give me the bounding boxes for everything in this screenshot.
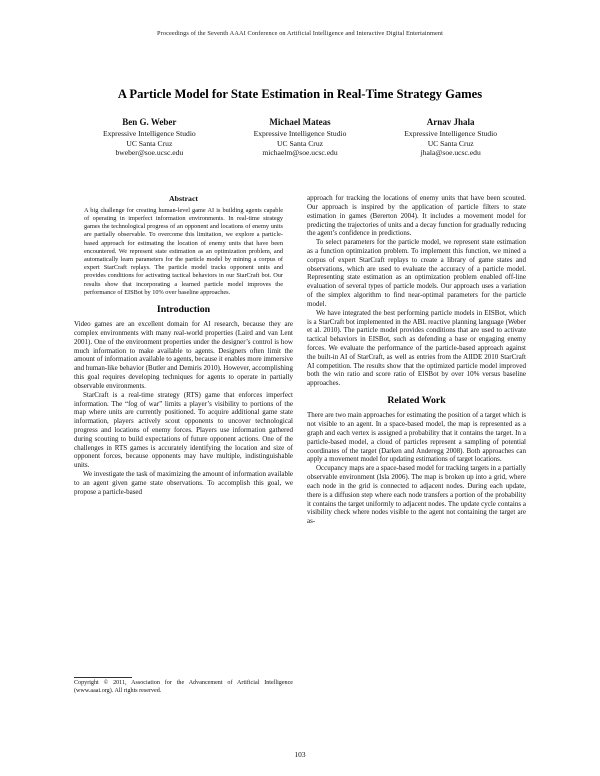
intro-paragraph-1: Video games are an excellent domain for AI research, because they are complex environments with many real-world properties (Laird and van Lent 2001). One of the environment properties under the designer’s control is how much information to make available to agents. Designers often limit the amount of information available to agents, because it enables more immersive and human-like behavior (Butler and Demiris 2010). However, accomplishing this goal requires developing techniques for agents to operate in partially observable environments.	[74, 320, 293, 390]
copyright-notice	[74, 675, 293, 696]
author-block-weber	[74, 117, 225, 158]
author-email: jhala@soe.ucsc.edu	[420, 148, 481, 158]
intro-paragraph-3: We investigate the task of maximizing the amount of information available to an agent given game state observations. To accomplish this goal, we propose a particle-based	[74, 470, 293, 496]
body-paragraph-3: We have integrated the best performing particle models in EISBot, which is a StarCraft bot implemented in the ABL reactive planning language (Weber et al. 2010). The particle model provides conditions that are used to activate tactical behaviors in EISBot, such as defending a base or engaging enemy forces. We evaluate the performance of the particle-based approach against the built-in AI of StarCraft, as well as entries from the AIIDE 2010 StarCraft AI competition. The results show that the optimized particle model improved both the win ratio and score ratio of EISBot by over 10% versus baseline approaches.	[307, 308, 526, 388]
author-name: Ben G. Weber	[122, 117, 177, 127]
author-affiliation: Expressive Intelligence Studio	[253, 129, 347, 138]
footnote-rule	[74, 677, 132, 678]
author-affiliation: UC Santa Cruz	[277, 138, 323, 148]
author-email: bweber@soe.ucsc.edu	[115, 148, 184, 158]
body-paragraph-2: To select parameters for the particle model, we represent state estimation as a function optimization problem. To implement this function, we mined a corpus of expert StarCraft replays to create a library of game states and observations, which are used to evaluate the accuracy of a particle model. Representing state estimation as an optimization problem enabled off-line evaluation of several types of particle models. Our approach uses a variation of the simplex algorithm to find near-optimal parameters for the particle model.	[307, 238, 526, 308]
author-block-mateas	[225, 117, 376, 158]
page-number: 103	[294, 750, 306, 759]
copyright-text: Copyright © 2011, Association for the Advancement of Artificial Intelligence (www.aaai.org). All rights reserved.	[74, 680, 293, 695]
intro-paragraph-2: StarCraft is a real-time strategy (RTS) game that enforces imperfect information. The “fog of war” limits a player’s visibility to portions of the map where units are currently positioned. To acquire additional game state information, players actively scout opponents to uncover technological progress and locations of enemy forces. Players use information gathered during scouting to build expectations of future opponent actions. One of the challenges in RTS games is accurately identifying the location and size of opponent forces, because opponents may have multiple, indistinguishable units.	[74, 390, 293, 470]
right-column	[307, 194, 526, 696]
author-affiliation: UC Santa Cruz	[427, 138, 474, 148]
two-column-body	[74, 194, 526, 696]
proceedings-header: Proceedings of the Seventh AAAI Conference on Artificial Intelligence and Interactive Digital Entertainment	[157, 30, 443, 37]
author-affiliation: UC Santa Cruz	[126, 138, 173, 148]
author-affiliation: Expressive Intelligence Studio	[102, 129, 196, 138]
section-heading-related-work: Related Work	[387, 395, 446, 407]
abstract-heading: Abstract	[168, 194, 198, 204]
abstract-section	[74, 194, 293, 297]
abstract-text: A big challenge for creating human-level game AI is building agents capable of operating in imperfect information environments. In real-time strategy games the technological progress of an opponent and locations of enemy units are partially observable. To overcome this limitation, we explore a particle-based approach for estimating the location of enemy units that have been encountered. We represent state estimation as an optimization problem, and automatically learn parameters for the particle model by mining a corpus of expert StarCraft replays. The particle model tracks opponent units and provides conditions for activating tactical behaviors in our StarCraft bot. Our results show that incorporating a learned particle model improves the performance of EISBot by 10% over baseline approaches.	[84, 206, 283, 296]
section-heading-introduction: Introduction	[156, 303, 211, 315]
paper-title: A Particle Model for State Estimation in Real-Time Strategy Games	[117, 87, 483, 101]
author-name: Michael Mateas	[269, 117, 331, 127]
author-name: Arnav Jhala	[426, 117, 475, 127]
author-block-jhala	[375, 117, 526, 158]
body-paragraph-1: approach for tracking the locations of enemy units that have been scouted. Our approach is inspired by the application of particle filters to state estimation in games (Bererton 2004). It includes a movement model for predicting the trajectories of units and a decay function for gradually reducing the agent’s confidence in predictions.	[307, 194, 526, 238]
author-email: michaelm@soe.ucsc.edu	[262, 148, 338, 158]
author-row	[74, 117, 526, 158]
related-work-paragraph-1: There are two main approaches for estimating the position of a target which is not visible to an agent. In a space-based model, the map is represented as a graph and each vertex is assigned a probability that it contains the target. In a particle-based model, a cloud of particles represent a sampling of potential coordinates of the target (Darken and Anderegg 2008). Both approaches can apply a movement model for updating estimations of target locations.	[307, 411, 526, 464]
left-column	[74, 194, 293, 696]
related-work-paragraph-2: Occupancy maps are a space-based model for tracking targets in a partially observable environment (Isla 2006). The map is broken up into a grid, where each node in the grid is connected to adjacent nodes. During each update, there is a diffusion step where each node transfers a portion of the probability it contains the target uniformly to adjacent nodes. The update cycle contains a visibility check where nodes visible to the agent not containing the target are as-	[307, 464, 526, 526]
author-affiliation: Expressive Intelligence Studio	[404, 129, 498, 138]
